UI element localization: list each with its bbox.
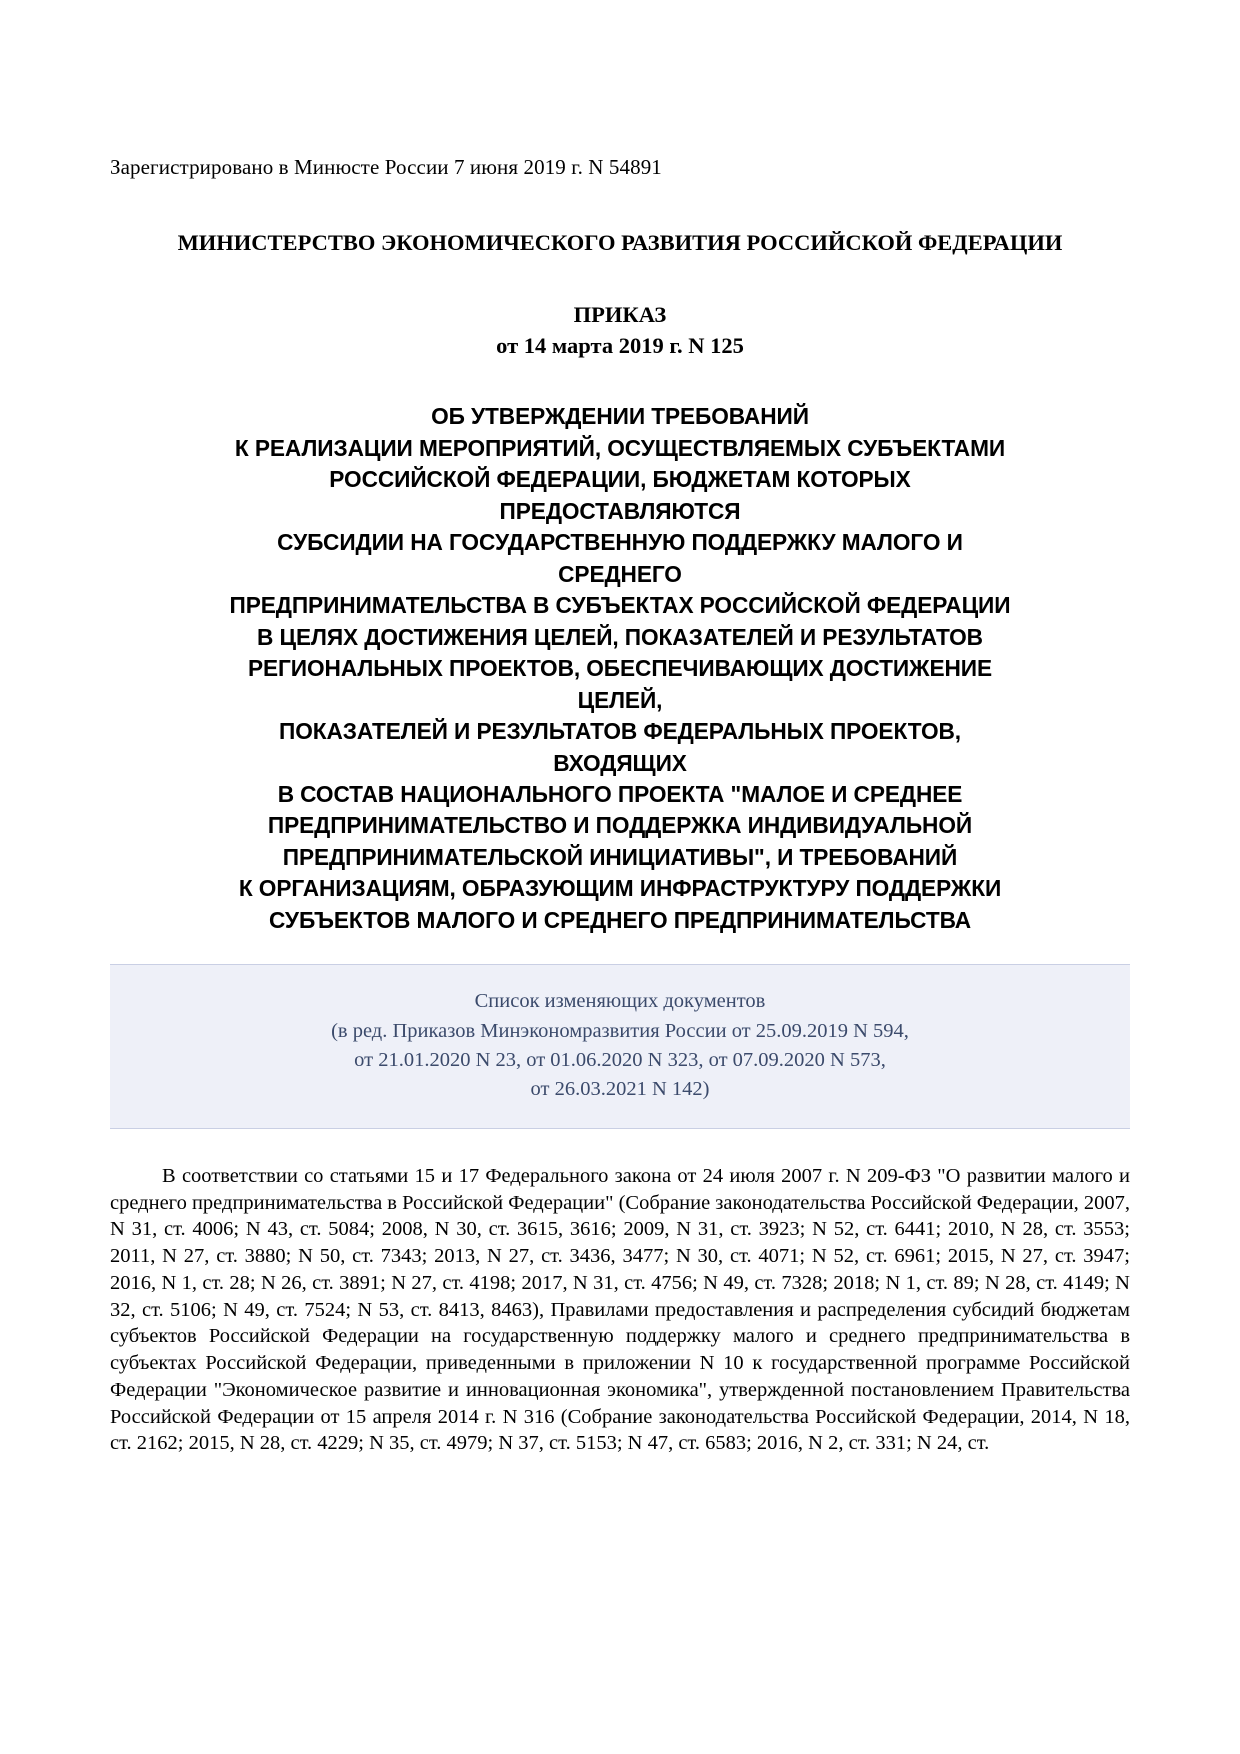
title-line: СУБЪЕКТОВ МАЛОГО И СРЕДНЕГО ПРЕДПРИНИМАТЕЛЬСТВА <box>268 906 972 933</box>
order-word: ПРИКАЗ <box>573 302 667 328</box>
title-line: ПРЕДПРИНИМАТЕЛЬСТВА В СУБЪЕКТАХ РОССИЙСКОЙ ФЕДЕРАЦИИ <box>229 592 1011 619</box>
body-paragraph: В соответствии со статьями 15 и 17 Федерального закона от 24 июля 2007 г. N 209-ФЗ "О развитии малого и среднего предпринимательства в Российской Федерации" (Собрание законодательства Российской Федерации, 2007, N 31, ст. 4006; N 43, ст. 5084; 2008, N 30, ст. 3615, 3616; 2009, N 31, ст. 3923; N 52, ст. 6441; 2010, N 28, ст. 3553; 2011, N 27, ст. 3880; N 50, ст. 7343; 2013, N 27, ст. 3436, 3477; N 30, ст. 4071; N 52, ст. 6961; 2015, N 27, ст. 3947; 2016, N 1, ст. 28; N 26, ст. 3891; N 27, ст. 4198; 2017, N 31, ст. 4756; N 49, ст. 7328; 2018; N 1, ст. 89; N 28, ст. 4149; N 32, ст. 5106; N 49, ст. 7524; N 53, ст. 8413, 8463), Правилами предоставления и распределения субсидий бюджетам субъектов Российской Федерации на государственную поддержку малого и среднего предпринимательства в субъектах Российской Федерации, приведенными в приложении N 10 к государственной программе Российской Федерации "Экономическое развитие и инновационная экономика", утвержденной постановлением Правительства Российской Федерации от 15 апреля 2014 г. N 316 (Собрание законодательства Российской Федерации, 2014, N 18, ст. 2162; 2015, N 28, ст. 4229; N 35, ст. 4979; N 37, ст. 5153; N 47, ст. 6583; 2016, N 2, ст. 331; N 24, ст. <box>110 1164 1130 1455</box>
title-line: В ЦЕЛЯХ ДОСТИЖЕНИЯ ЦЕЛЕЙ, ПОКАЗАТЕЛЕЙ И РЕЗУЛЬТАТОВ <box>257 623 983 650</box>
title-line: К ОРГАНИЗАЦИЯМ, ОБРАЗУЮЩИМ ИНФРАСТРУКТУРУ ПОДДЕРЖКИ <box>238 875 1002 902</box>
title-line: ПРЕДПРИНИМАТЕЛЬСКОЙ ИНИЦИАТИВЫ", И ТРЕБОВАНИЙ <box>282 843 958 870</box>
title-line: ПРЕДПРИНИМАТЕЛЬСТВО И ПОДДЕРЖКА ИНДИВИДУАЛЬНОЙ <box>267 812 973 839</box>
amendments-line: от 21.01.2020 N 23, от 01.06.2020 N 323, от 07.09.2020 N 573, <box>354 1048 886 1071</box>
amendments-line: (в ред. Приказов Минэкономразвития России от 25.09.2019 N 594, <box>331 1019 909 1042</box>
title-line: К РЕАЛИЗАЦИИ МЕРОПРИЯТИЙ, ОСУЩЕСТВЛЯЕМЫХ СУБЪЕКТАМИ <box>234 434 1006 461</box>
document-title <box>128 401 1112 936</box>
amendments-box <box>110 964 1130 1128</box>
title-line: ВХОДЯЩИХ <box>553 749 687 776</box>
ministry-heading: МИНИСТЕРСТВО ЭКОНОМИЧЕСКОГО РАЗВИТИЯ РОССИЙСКОЙ ФЕДЕРАЦИИ <box>177 230 1063 256</box>
title-line: ОБ УТВЕРЖДЕНИИ ТРЕБОВАНИЙ <box>431 403 809 430</box>
amendments-heading: Список изменяющих документов <box>474 990 766 1013</box>
title-line: ПОКАЗАТЕЛЕЙ И РЕЗУЛЬТАТОВ ФЕДЕРАЛЬНЫХ ПРОЕКТОВ, <box>278 718 961 745</box>
title-line: СУБСИДИИ НА ГОСУДАРСТВЕННУЮ ПОДДЕРЖКУ МАЛОГО И <box>277 529 963 556</box>
title-line: ПРЕДОСТАВЛЯЮТСЯ <box>499 497 741 524</box>
title-line: РОССИЙСКОЙ ФЕДЕРАЦИИ, БЮДЖЕТАМ КОТОРЫХ <box>329 466 911 493</box>
title-line: В СОСТАВ НАЦИОНАЛЬНОГО ПРОЕКТА "МАЛОЕ И СРЕДНЕЕ <box>277 781 963 807</box>
document-content <box>110 0 1130 1457</box>
amendments-line: от 26.03.2021 N 142) <box>530 1077 710 1100</box>
title-line: РЕГИОНАЛЬНЫХ ПРОЕКТОВ, ОБЕСПЕЧИВАЮЩИХ ДОСТИЖЕНИЕ <box>247 655 992 682</box>
title-line: СРЕДНЕГО <box>558 560 682 587</box>
registration-line: Зарегистрировано в Минюсте России 7 июня 2019 г. N 54891 <box>110 155 662 179</box>
order-date: от 14 марта 2019 г. N 125 <box>496 332 744 358</box>
title-line: ЦЕЛЕЙ, <box>577 686 663 713</box>
